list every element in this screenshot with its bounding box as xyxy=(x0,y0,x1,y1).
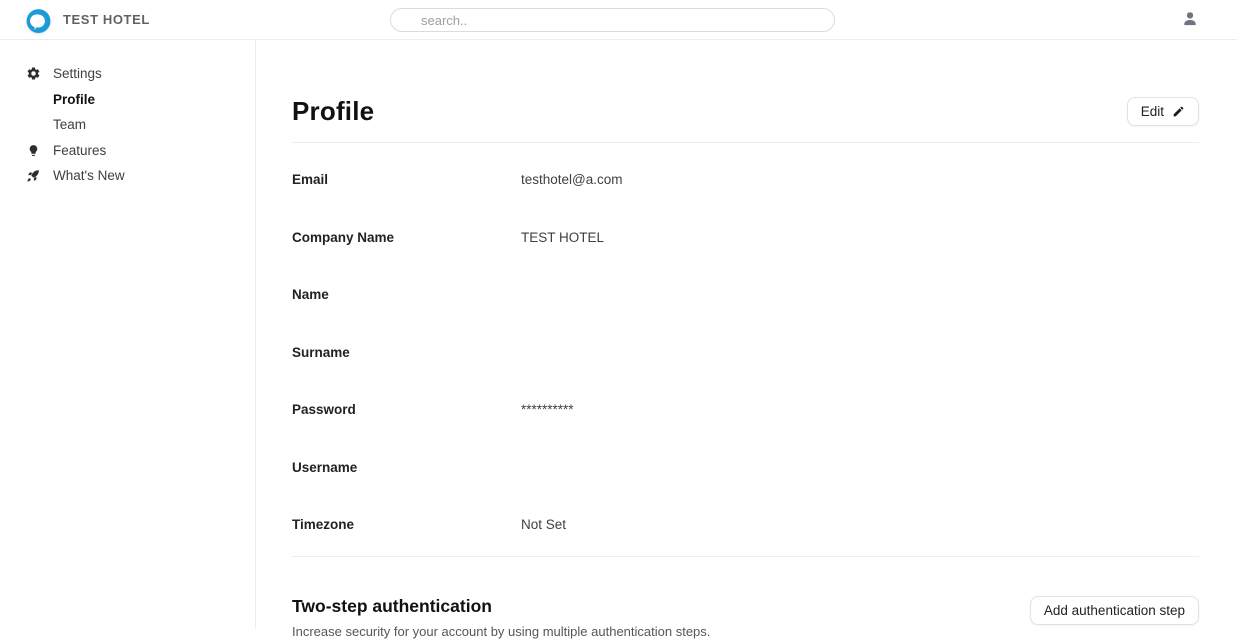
field-row-surname xyxy=(292,324,1199,382)
add-authentication-step-button[interactable] xyxy=(1030,596,1199,625)
edit-button[interactable] xyxy=(1127,97,1199,126)
no-icon-spacer xyxy=(25,117,41,133)
field-label: Email xyxy=(292,172,329,188)
section-divider xyxy=(292,556,1199,557)
sidebar-item-label: What's New xyxy=(53,168,125,184)
sidebar-item-profile[interactable] xyxy=(0,87,255,113)
sidebar-item-settings[interactable] xyxy=(0,61,255,87)
add-authentication-step-label: Add authentication step xyxy=(1043,602,1185,618)
user-account-icon[interactable] xyxy=(1181,10,1199,28)
brand[interactable] xyxy=(0,6,150,33)
two-step-title: Two-step authentication xyxy=(292,595,492,616)
field-row-name xyxy=(292,266,1199,324)
field-row-company-name xyxy=(292,209,1199,267)
sidebar-item-whats-new[interactable] xyxy=(0,163,255,189)
field-row-email xyxy=(292,151,1199,209)
topbar xyxy=(0,0,1237,40)
field-label: Company Name xyxy=(292,229,395,245)
page-title: Profile xyxy=(292,96,375,126)
brand-name: TEST HOTEL xyxy=(63,12,150,27)
sidebar-item-features[interactable] xyxy=(0,138,255,164)
gear-icon xyxy=(25,66,41,82)
field-value: TEST HOTEL xyxy=(521,229,605,245)
field-row-timezone xyxy=(292,496,1199,554)
main-content xyxy=(257,40,1237,639)
pencil-icon xyxy=(1172,105,1185,118)
lightbulb-icon xyxy=(25,142,41,158)
field-label: Timezone xyxy=(292,517,355,533)
sidebar-item-label: Settings xyxy=(53,66,102,82)
two-step-description: Increase security for your account by using multiple authentication steps. xyxy=(292,623,711,639)
field-value: ********** xyxy=(521,402,574,418)
rocket-icon xyxy=(25,168,41,184)
sidebar-item-label: Team xyxy=(53,117,87,133)
field-row-password xyxy=(292,381,1199,439)
edit-button-label: Edit xyxy=(1140,104,1164,119)
two-step-section xyxy=(292,574,1199,639)
field-label: Username xyxy=(292,459,358,475)
sidebar xyxy=(0,40,256,628)
app-logo-icon xyxy=(25,8,52,35)
field-value: Not Set xyxy=(521,517,567,533)
field-label: Password xyxy=(292,402,356,418)
profile-fields xyxy=(292,143,1199,554)
field-label: Name xyxy=(292,287,329,303)
two-step-text xyxy=(292,596,710,639)
search-input[interactable] xyxy=(390,8,835,32)
sidebar-item-team[interactable] xyxy=(0,112,255,138)
no-icon-spacer xyxy=(25,91,41,107)
sidebar-item-label: Features xyxy=(53,142,107,158)
sidebar-item-label: Profile xyxy=(53,91,96,107)
field-value: testhotel@a.com xyxy=(521,172,623,188)
field-label: Surname xyxy=(292,344,350,360)
field-row-username xyxy=(292,439,1199,497)
